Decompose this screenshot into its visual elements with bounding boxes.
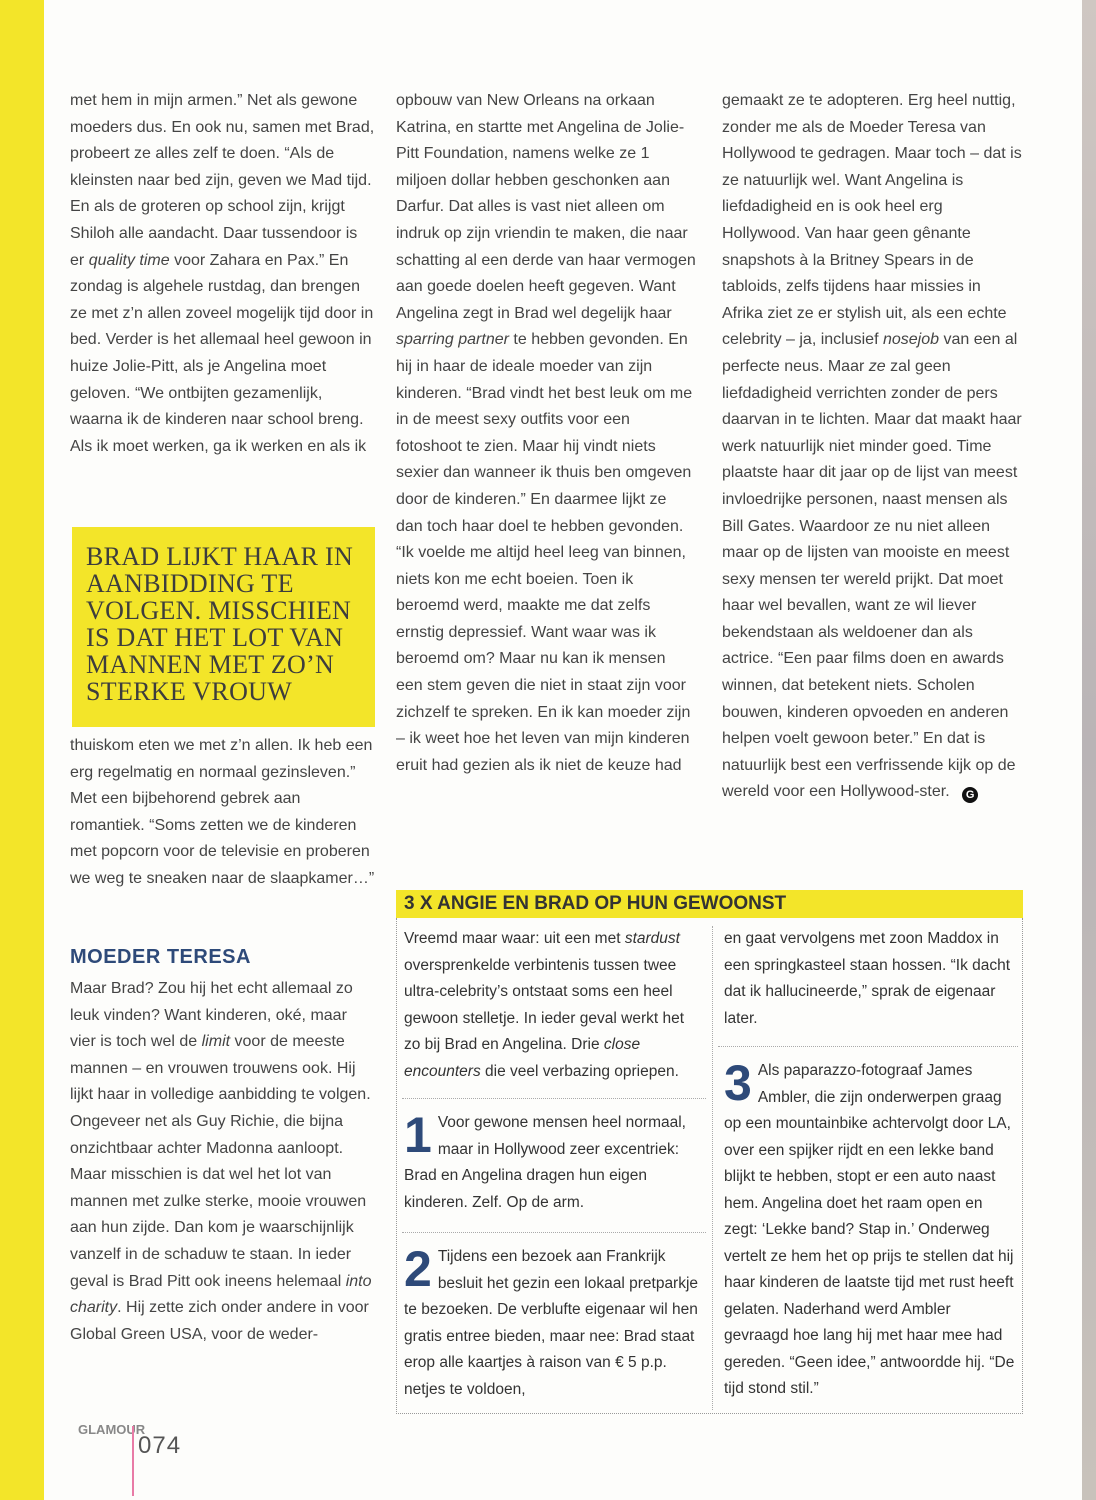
article-column-2	[396, 88, 696, 779]
box-separator	[718, 1046, 1018, 1047]
box-item-1: 1 Voor gewone mensen heel normaal, maar in Hollywood zeer excentriek: Brad en Angelina dragen hun eigen kinderen. Zelf. Op de arm.	[404, 1107, 686, 1211]
box-item-3: 3 Als paparazzo-fotograaf James Ambler, die zijn onderwerpen graag op een mountainbike achtervolgt door LA, over een spijker rijdt en een lekke band blijkt te hebben, stopt er een auto naast hem. Angelina doet het raam open en zegt: ‘Lekke band? Stap in.’ Onderweg vertelt ze hem het op prijs te stellen dat hij haar kinderen de laatste tijd met rust heeft gelaten. Naderhand werd Ambler gevraagd hoe lang hij met haar mee had gereden. “Geen idee,” antwoordde hij. “De tijd stond stil.”	[724, 1055, 1015, 1397]
magazine-brand: GLAMOUR	[78, 1422, 146, 1437]
item-number: 3	[724, 1055, 752, 1111]
box-separator	[402, 1098, 706, 1099]
box-item-2-continued: en gaat vervolgens met zoon Maddox in een springkasteel staan hossen. “Ik dacht dat ik hallucineerde,” sprak de eigenaar later.	[724, 930, 1011, 1027]
item-number: 1	[404, 1107, 432, 1163]
box-intro: Vreemd maar waar: uit een met stardust oversprenkelde verbintenis tussen twee ultra-celebrity’s ontstaat soms een heel gewoon stelletje. In ieder geval werkt het zo bij Brad en Angelina. Drie close encounters die veel verbazing opriepen.	[404, 930, 685, 1080]
article-column-1-continued	[70, 733, 375, 893]
paragraph: opbouw van New Orleans na orkaan Katrina, en startte met Angelina de Jolie-Pitt Foundation, namens welke ze 1 miljoen dollar hebben geschonken aan Darfur. Dat alles is vast niet alleen om indruk op zijn vriendin te maken, die naar schatting al een derde van haar vermogen aan goede doelen heeft gegeven. Want Angelina zegt in Brad wel degelijk haar sparring partner te hebben gevonden. En hij in haar de ideale moeder van zijn kinderen. “Brad vindt het best leuk om me in de meest sexy outfits voor een fotoshoot te zien. Maar hij vindt niets sexier dan wanneer ik thuis ben omgeven door de kinderen.” En daarmee lijkt ze dan toch haar doel te hebben gevonden. “Ik voelde me altijd heel leeg van binnen, niets kon me echt boeien. Toen ik beroemd werd, maakte me dat zelfs ernstig depressief. Want waar was ik beroemd om? Maar nu kan ik mensen een stem geven die niet in staat zijn voor zichzelf te spreken. En ik kan moeder zijn – ik weet hoe het leven van mijn kinderen eruit had gezien als ik niet de keuze had	[396, 92, 696, 774]
box-title: 3 X ANGIE EN BRAD OP HUN GEWOONST	[396, 890, 1023, 918]
paragraph: met hem in mijn armen.” Net als gewone moeders dus. En ook nu, samen met Brad, probeert ze alles zelf te doen. “Als de kleinsten naar bed zijn, geven we Mad tijd. En als de groteren op school zijn, krijgt Shiloh alle aandacht. Daar tussendoor is er quality time voor Zahara en Pax.” En zondag is algehele rustdag, dan brengen ze met z’n allen zoveel mogelijk tijd door in bed. Verder is het allemaal heel gewoon in huize Jolie-Pitt, als je Angelina moet geloven. “We ontbijten gezamenlijk, waarna ik de kinderen naar school breng. Als ik moet werken, ga ik werken en als ik	[70, 92, 375, 455]
end-mark-icon: G	[962, 787, 978, 803]
paragraph: thuiskom eten we met z’n allen. Ik heb een erg regelmatig en normaal gezinsleven.” Met een bijbehorend gebrek aan romantiek. “Soms zetten we de kinderen met popcorn voor de televisie en proberen we weg te sneaken naar de slaapkamer…”	[70, 737, 375, 887]
item-number: 2	[404, 1241, 432, 1297]
article-column-1	[70, 88, 375, 460]
pull-quote: BRAD LIJKT HAAR IN AANBIDDING TE VOLGEN. MISSCHIEN IS DAT HET LOT VAN MANNEN MET ZO’N STERKE VROUW	[72, 527, 375, 727]
article-column-3	[722, 88, 1022, 806]
paragraph: gemaakt ze te adopteren. Erg heel nuttig, zonder me als de Moeder Teresa van Hollywood te gedragen. Maar toch – dat is ze natuurlijk wel. Want Angelina is liefdadigheid en is ook heel erg Hollywood. Van haar geen gênante snapshots à la Britney Spears in de tabloids, zelfs tijdens haar missies in Afrika ziet ze er stylish uit, als een echte celebrity – ja, inclusief nosejob van een al perfecte neus. Maar ze zal geen liefdadigheid verrichten zonder de pers daarvan in te lichten. Maar dat maakt haar werk natuurlijk niet minder goed. Time plaatste haar dit jaar op de lijst van meest invloedrijke personen, naast mensen als Bill Gates. Waardoor ze nu niet alleen maar op de lijsten van mooiste en meest sexy mensen ter wereld prijkt. Dat moet haar wel bevallen, want ze wil liever bekendstaan als weldoener dan als actrice. “Een paar films doen en awards winnen, dat betekent niets. Scholen bouwen, kinderen opvoeden en anderen helpen voelt gewoon beter.” En dat is natuurlijk best een verfrissende kijk op de wereld voor een Hollywood-ster. G	[722, 92, 1022, 802]
yellow-page-edge	[0, 0, 44, 1500]
page-edge-shadow	[1082, 0, 1096, 1500]
box-item-2: 2 Tijdens een bezoek aan Frankrijk besluit het gezin een lokaal pretparkje te bezoeken. De verblufte eigenaar wil hen gratis entree bieden, maar nee: Brad staat erop alle kaartjes à raison van € 5 p.p. netjes te voldoen,	[404, 1241, 699, 1398]
folio-divider	[132, 1426, 134, 1496]
article-column-1-section	[70, 976, 375, 1348]
page-number: 074	[138, 1432, 182, 1459]
section-subheading: MOEDER TERESA	[70, 946, 251, 968]
box-column-divider	[712, 926, 713, 1410]
paragraph: Maar Brad? Zou hij het echt allemaal zo leuk vinden? Want kinderen, oké, maar vier is toch wel de limit voor de meeste mannen – en vrouwen trouwens ook. Hij lijkt haar in volledige aanbidding te volgen. Ongeveer net als Guy Richie, die bijna onzichtbaar achter Madonna aanloopt. Maar misschien is dat wel het lot van mannen met zulke sterke, mooie vrouwen aan hun zijde. Dan kom je waarschijnlijk vanzelf in de schaduw te staan. In ieder geval is Brad Pitt ook ineens helemaal into charity. Hij zette zich onder andere in voor Global Green USA, voor de weder-	[70, 980, 372, 1343]
box-separator	[402, 1232, 706, 1233]
